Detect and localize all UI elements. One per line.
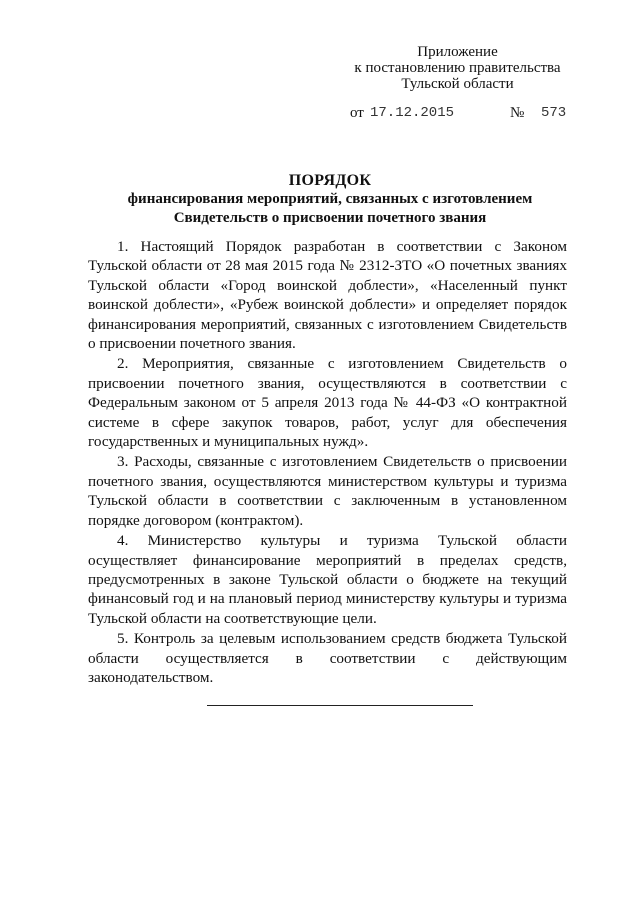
title-main: ПОРЯДОК [288,172,372,189]
paragraph-2: 2. Мероприятия, связанные с изготовлением Свидетельств о присвоении почетного звания, осуществляются в соответствии с Федеральным законом от 5 апреля 2013 года № 44-ФЗ «О контрактной системе в сфере закупок товаров, работ, услуг для обеспечения государственных и муниципальных нужд». [88,355,567,451]
appendix-region: Тульской области [401,76,514,92]
paragraph-5: 5. Контроль за целевым использованием средств бюджета Тульской области осуществляется в соответствии с действующим законодательством. [88,630,567,686]
document-body [88,237,567,688]
appendix-label: Приложение [417,44,498,60]
appendix-resolution-ref: к постановлению правительства [354,60,561,76]
number-label: № [510,105,525,121]
title-subtitle-line1: финансирования мероприятий, связанных с изготовлением [127,191,533,207]
appendix-header [345,44,570,92]
paragraph-1: 1. Настоящий Порядок разработан в соответствии с Законом Тульской области от 28 мая 2015 года № 2312-ЗТО «О почетных званиях Тульской области «Город воинской доблести», «Населенный пункт воинской доблести», «Рубеж воинской доблести» и определяет порядок финансирования мероприятий, связанных с изготовлением Свидетельств о присвоении почетного звания. [88,238,567,353]
date-value: 17.12.2015 [370,105,455,121]
end-divider [207,705,473,706]
paragraph-3: 3. Расходы, связанные с изготовлением Свидетельств о присвоении почетного звания, осуществляются министерством культуры и туризма Тульской области в соответствии с заключенным в установленном порядке договором (контрактом). [88,453,567,529]
number-value: 573 [541,105,567,121]
date-label: от [350,105,364,121]
paragraph-4: 4. Министерство культуры и туризма Тульской области осуществляет финансирование мероприятий в пределах средств, предусмотренных в законе Тульской области о бюджете на текущий финансовый год и на плановый период министерству культуры и туризма Тульской области на соответствующие цели. [88,532,567,627]
title-subtitle-line2: Свидетельств о присвоении почетного звания [173,210,487,226]
document-title [90,171,570,228]
